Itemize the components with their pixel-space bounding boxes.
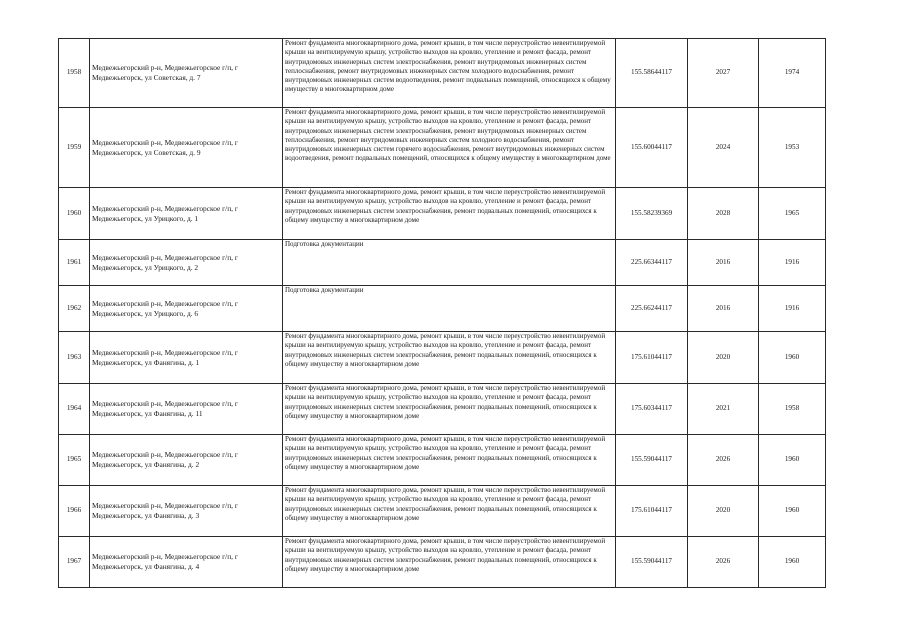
plan-year-cell: 2016 [688,240,759,286]
table-row [59,286,826,332]
row-number: 1963 [59,332,90,384]
address-cell: Медвежьегорский р-н, Медвежьегорское г/п, г Медвежьегорск, ул Советская, д. 9 [90,108,283,188]
built-year-cell: 1916 [759,286,826,332]
cost-cell: 175.61044117 [616,486,688,537]
row-number: 1958 [59,39,90,108]
works-cell: Подготовка документации [283,240,616,286]
address-cell: Медвежьегорский р-н, Медвежьегорское г/п, г Медвежьегорск, ул Фанягина, д. 4 [90,537,283,588]
row-number: 1959 [59,108,90,188]
built-year-cell: 1916 [759,240,826,286]
works-cell: Ремонт фундамента многоквартирного дома, ремонт крыши, в том числе переустройство невентилируемой крыши на вентилируемую крышу, устройство выходов на кровлю, утепление и ремонт фасада, ремонт внутридомовых инженерных систем электроснабжения, ремонт подвальных помещений, относящихся к общему имуществу в многоквартирном доме [283,435,616,486]
table-row [59,384,826,435]
address-cell: Медвежьегорский р-н, Медвежьегорское г/п, г Медвежьегорск, ул Урицкого, д. 2 [90,240,283,286]
built-year-cell: 1965 [759,188,826,240]
works-cell: Подготовка документации [283,286,616,332]
plan-year-cell: 2027 [688,39,759,108]
plan-year-cell: 2026 [688,537,759,588]
address-cell: Медвежьегорский р-н, Медвежьегорское г/п, г Медвежьегорск, ул Фанягина, д. 11 [90,384,283,435]
cost-cell: 175.60344117 [616,384,688,435]
address-cell: Медвежьегорский р-н, Медвежьегорское г/п, г Медвежьегорск, ул Фанягина, д. 1 [90,332,283,384]
row-number: 1964 [59,384,90,435]
row-number: 1967 [59,537,90,588]
works-cell: Ремонт фундамента многоквартирного дома, ремонт крыши, в том числе переустройство невентилируемой крыши на вентилируемую крышу, устройство выходов на кровлю, утепление и ремонт фасада, ремонт внутридомовых инженерных систем электроснабжения, ремонт подвальных помещений, относящихся к общему имуществу в многоквартирном доме [283,384,616,435]
address-cell: Медвежьегорский р-н, Медвежьегорское г/п, г Медвежьегорск, ул Фанягина, д. 2 [90,435,283,486]
address-cell: Медвежьегорский р-н, Медвежьегорское г/п, г Медвежьегорск, ул Урицкого, д. 6 [90,286,283,332]
built-year-cell: 1960 [759,486,826,537]
cost-cell: 225.66344117 [616,240,688,286]
table-row [59,486,826,537]
works-cell: Ремонт фундамента многоквартирного дома, ремонт крыши, в том числе переустройство невентилируемой крыши на вентилируемую крышу, устройство выходов на кровлю, утепление и ремонт фасада, ремонт внутридомовых инженерных систем электроснабжения, ремонт внутридомовых инженерных систем теплоснабжения, ремонт внутридомовых инженерных систем холодного водоснабжения, ремонт внутридомовых инженерных систем горячего водоснабжения, ремонт внутридомовых инженерных систем водоотведения, ремонт подвальных помещений, относящихся к общему имуществу в многоквартирном доме [283,108,616,188]
built-year-cell: 1960 [759,435,826,486]
row-number: 1966 [59,486,90,537]
plan-year-cell: 2020 [688,332,759,384]
row-number: 1965 [59,435,90,486]
plan-year-cell: 2021 [688,384,759,435]
works-cell: Ремонт фундамента многоквартирного дома, ремонт крыши, в том числе переустройство невентилируемой крыши на вентилируемую крышу, устройство выходов на кровлю, утепление и ремонт фасада, ремонт внутридомовых инженерных систем электроснабжения, ремонт подвальных помещений, относящихся к общему имуществу в многоквартирном доме [283,332,616,384]
address-cell: Медвежьегорский р-н, Медвежьегорское г/п, г Медвежьегорск, ул Советская, д. 7 [90,39,283,108]
plan-year-cell: 2020 [688,486,759,537]
cost-cell: 175.61044117 [616,332,688,384]
plan-year-cell: 2028 [688,188,759,240]
cost-cell: 225.66244117 [616,286,688,332]
address-cell: Медвежьегорский р-н, Медвежьегорское г/п, г Медвежьегорск, ул Фанягина, д. 3 [90,486,283,537]
built-year-cell: 1953 [759,108,826,188]
table-row [59,537,826,588]
table-row [59,435,826,486]
plan-year-cell: 2024 [688,108,759,188]
cost-cell: 155.58644117 [616,39,688,108]
built-year-cell: 1974 [759,39,826,108]
row-number: 1962 [59,286,90,332]
cost-cell: 155.58239369 [616,188,688,240]
plan-year-cell: 2016 [688,286,759,332]
table-row [59,240,826,286]
row-number: 1961 [59,240,90,286]
table-row [59,188,826,240]
address-cell: Медвежьегорский р-н, Медвежьегорское г/п, г Медвежьегорск, ул Урицкого, д. 1 [90,188,283,240]
cost-cell: 155.60044117 [616,108,688,188]
plan-year-cell: 2026 [688,435,759,486]
row-number: 1960 [59,188,90,240]
built-year-cell: 1960 [759,537,826,588]
built-year-cell: 1958 [759,384,826,435]
works-cell: Ремонт фундамента многоквартирного дома, ремонт крыши, в том числе переустройство невентилируемой крыши на вентилируемую крышу, устройство выходов на кровлю, утепление и ремонт фасада, ремонт внутридомовых инженерных систем электроснабжения, ремонт подвальных помещений, относящихся к общему имуществу в многоквартирном доме [283,537,616,588]
capital-repair-table [58,38,826,588]
table-row [59,108,826,188]
table-row [59,332,826,384]
works-cell: Ремонт фундамента многоквартирного дома, ремонт крыши, в том числе переустройство невентилируемой крыши на вентилируемую крышу, устройство выходов на кровлю, утепление и ремонт фасада, ремонт внутридомовых инженерных систем электроснабжения, ремонт внутридомовых инженерных систем теплоснабжения, ремонт внутридомовых инженерных систем холодного водоснабжения, ремонт внутридомовых инженерных систем водоотведения, ремонт подвальных помещений, относящихся к общему имуществу в многоквартирном доме [283,39,616,108]
works-cell: Ремонт фундамента многоквартирного дома, ремонт крыши, в том числе переустройство невентилируемой крыши на вентилируемую крышу, устройство выходов на кровлю, утепление и ремонт фасада, ремонт внутридомовых инженерных систем электроснабжения, ремонт подвальных помещений, относящихся к общему имуществу в многоквартирном доме [283,188,616,240]
cost-cell: 155.59044117 [616,435,688,486]
works-cell: Ремонт фундамента многоквартирного дома, ремонт крыши, в том числе переустройство невентилируемой крыши на вентилируемую крышу, устройство выходов на кровлю, утепление и ремонт фасада, ремонт внутридомовых инженерных систем электроснабжения, ремонт подвальных помещений, относящихся к общему имуществу в многоквартирном доме [283,486,616,537]
built-year-cell: 1960 [759,332,826,384]
table-row [59,39,826,108]
cost-cell: 155.59044117 [616,537,688,588]
